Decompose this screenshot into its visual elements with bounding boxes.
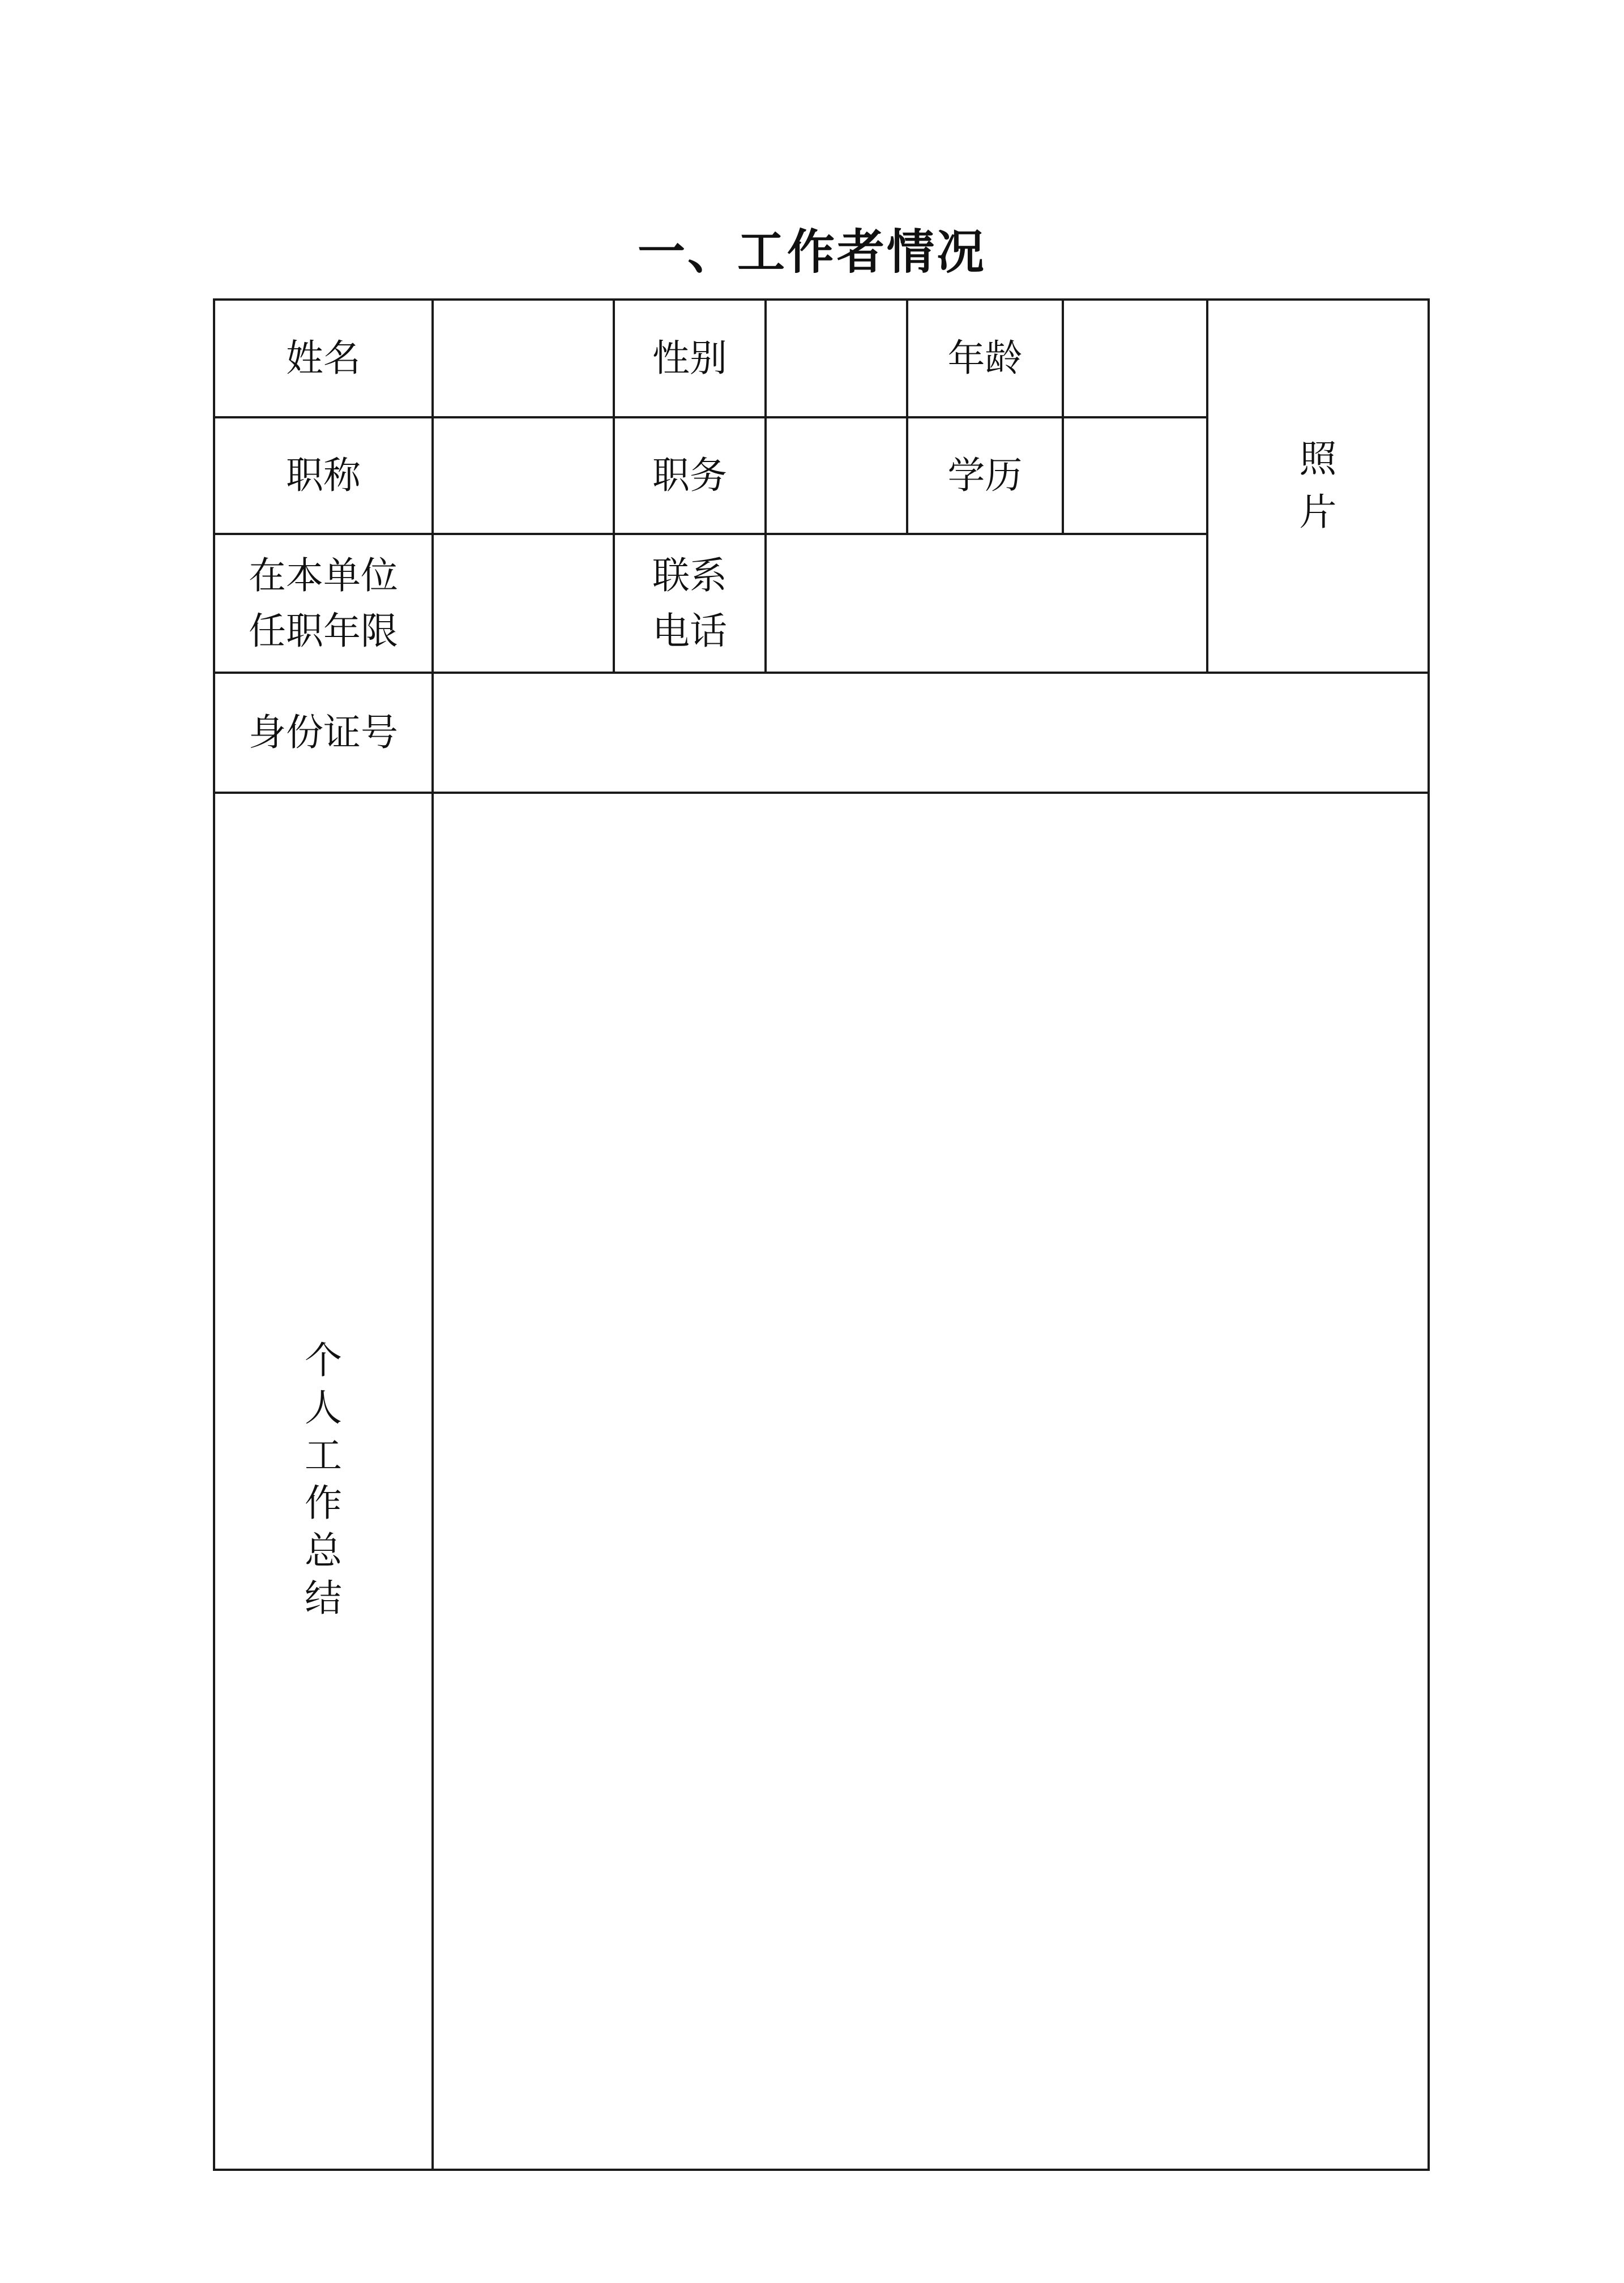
tenure-field[interactable] [433,534,614,673]
worker-info-form [213,298,1430,2171]
tenure-label-line2: 任职年限 [249,609,398,653]
gender-field[interactable] [766,300,907,417]
phone-label-line2: 电话 [652,609,727,653]
phone-label-line1: 联系 [652,553,727,597]
id-number-label: 身份证号 [214,673,433,793]
tenure-label-text [249,548,398,659]
education-label: 学历 [907,417,1063,534]
name-field[interactable] [433,300,614,417]
phone-label [614,534,766,673]
work-summary-field[interactable] [433,793,1429,2170]
tenure-label [214,534,433,673]
tenure-label-line1: 在本单位 [249,553,398,597]
photo-label: 照片 [1299,437,1337,534]
phone-label-text [652,548,727,659]
education-field[interactable] [1063,417,1207,534]
position-field[interactable] [766,417,907,534]
professional-title-label: 职称 [214,417,433,534]
gender-label: 性别 [614,300,766,417]
name-label: 姓名 [214,300,433,417]
position-label: 职务 [614,417,766,534]
id-number-field[interactable] [433,673,1429,793]
row-basic-1 [214,300,1429,417]
professional-title-field[interactable] [433,417,614,534]
phone-field[interactable] [766,534,1207,673]
work-summary-label-cell [214,793,433,2170]
row-work-summary [214,793,1429,2170]
row-id-number [214,673,1429,793]
age-field[interactable] [1063,300,1207,417]
work-summary-label: 个人工作总结 [305,1338,342,1620]
page-title: 一、工作者情况 [637,224,986,280]
age-label: 年龄 [907,300,1063,417]
photo-box[interactable] [1207,300,1429,673]
